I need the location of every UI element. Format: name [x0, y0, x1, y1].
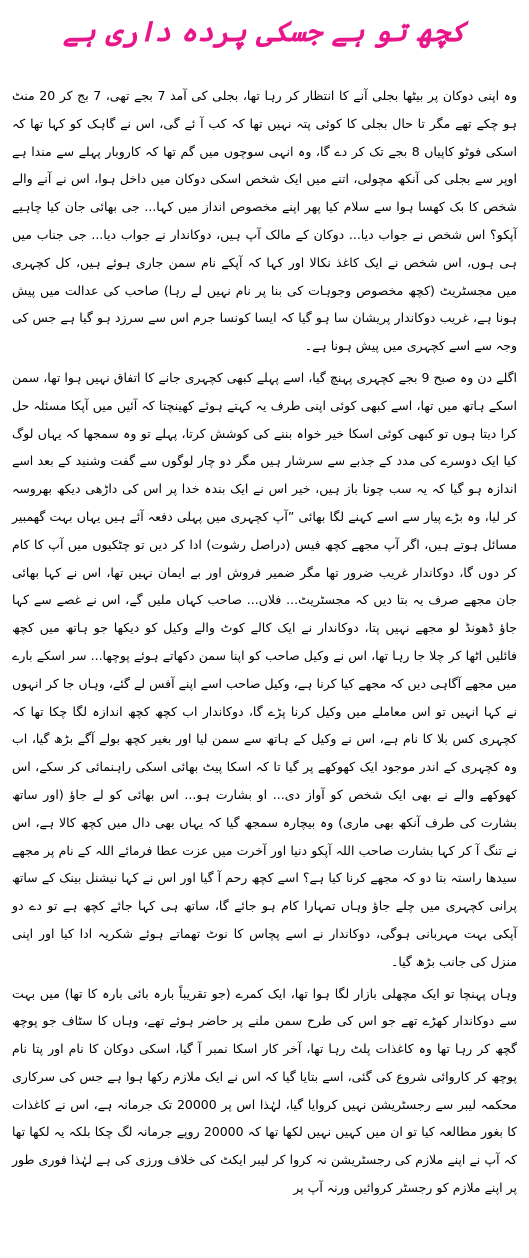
article-paragraph-2: اگلے دن وہ صبح 9 بجے کچہری پہنچ گیا، اسے پہلے کبھی کچہری جانے کا اتفاق نہیں ہوا تھا، سمن اسکے ہاتھ میں تھا، اسے کبھی کوئی اپنی طرف یہ کہتے ہوئے کھینچتا کہ آئیں میں آپکا مسئلہ حل کرا دیتا ہوں تو کبھی کوئی اسکا خیر خواہ بننے کی کوشش کرتا، پہلے تو وہ سمجھا کہ یہاں لوگ کیا ایک دوسرے کی مدد کے جذبے سے سرشار ہیں مگر دو چار لوگوں سے گفت وشنید کے بعد اسے اندازہ ہو گیا کہ یہ سب چونا باز ہیں، خیر اس نے ایک بندہ خدا پر اس کی داڑھی دیکھ بھروسہ کر لیا، وہ بڑے پیار سے اسے کہنے لگا بھائی ”آپ کچہری میں پہلی دفعہ آئے ہیں یہاں بہت گھمبیر مسائل ہوتے ہیں، اگر آپ مجھے کچھ فیس (دراصل رشوت) ادا کر دیں تو چٹکیوں میں آپ کا کام کر دوں گا، دوکاندار غریب ضرور تھا مگر ضمیر فروش اور بے ایمان نہیں تھا، اس نے کہا بھائی جان مجھے صرف یہ بتا دیں کہ مجسٹریٹ... فلاں... صاحب کہاں ملیں گے، اس نے غصے سے کہا جاؤ ڈھونڈ لو مجھے نہیں پتا، دوکاندار نے ایک کالے کوٹ والے وکیل کو دیکھا جو ہاتھ میں کچھ فائلیں اٹھا کر چلا جا رہا تھا، اس نے وکیل صاحب کو اپنا سمن دکھاتے ہوئے پوچھا... سر اسکے بارے میں مجھے آگاہی دیں کہ مجھے کیا کرنا ہے، وکیل صاحب اسے اپنے آفس لے گئے، وہاں جا کر انہوں نے کہا انہیں تو اس معاملے میں وکیل کرنا پڑے گا، دوکاندار اب کچھ کچھ اندازہ لگا چکا تھا کہ کچہری کس بلا کا نام ہے، اس نے وکیل کے ہاتھ سے سمن لیا اور بغیر کچھ بولے آگے بڑھ گیا، اب وہ کچہری کے اندر موجود ایک کھوکھے پر گیا تا کہ اسکا پیٹ بھائی اسکی راہنمائی کر سکے، اس کھوکھے والے نے بھی ایک شخص کو آواز دی... او بشارت ہو... اس بھائی کو لے جاؤ (اور ساتھ بشارت کی طرف آنکھ بھی ماری) وہ بیچارہ سمجھ گیا کہ یہاں بھی دال میں کچھ کالا ہے، اس نے تنگ آ کر کہا بشارت صاحب اللہ آپکو دنیا اور آخرت میں عزت عطا فرمائے اللہ کے نام پر مجھے سیدھا راستہ بتا دو کہ مجھے کرنا کیا ہے؟ اسے کچھ رحم آ گیا اور اس نے کہا نیشنل بینک کے ساتھ پرانی کچہری میں چلے جاؤ وہاں تمہارا کام ہو جائے گا، ساتھ ہی کہا جائے کچھ ہے تو دے دو آپکی بہت مہربانی ہوگی، دوکاندار نے اسے پچاس کا نوٹ تھماتے ہوئے شکریہ ادا کیا اور اپنی منزل کی جانب بڑھ گیا۔: [12, 369, 518, 969]
article-paragraph-1: وہ اپنی دوکان پر بیٹھا بجلی آنے کا انتظار کر رہا تھا، بجلی کی آمد 7 بجے تھی، 7 بج کر 20 منٹ ہو چکے تھے مگر تا حال بجلی کا کوئی پتہ نہیں تھا کہ کب آ ئے گی، اس نے گاہک کو کہا تھا کہ اسکی فوٹو کاپیاں 8 بجے تک کر دے گا، وہ انہی سوچوں میں گم تھا کہ کاروبار پہلے سے مندا ہے اوپر سے بجلی کی آنکھ مچولی، اتنے میں ایک شخص اسکی دوکان میں داخل ہوا، اس نے آنے والے شخص کا بک کھسا ہوا سے سلام کیا پھر اپنے مخصوص انداز میں کہا... جی بھائی جان کیا چاہیے آپکو؟ اس شخص نے جواب دیا... دوکان کے مالک آپ ہیں، دوکاندار نے جواب دیا... جی جناب میں ہی ہوں، اس شخص نے ایک کاغذ نکالا اور کہا کہ آپکے نام سمن جاری ہوئے ہیں، کل کچہری میں مجسٹریٹ (کچھ مخصوص وجوہات کی بنا پر نام نہیں لے رہا) صاحب کی عدالت میں پیش ہونا ہے، غریب دوکاندار پریشان سا ہو گیا کہ ایسا کونسا جرم اس سے سرزد ہو گیا ہے جس کی وجہ سے اسے کچہری میں پیش ہونا ہے۔: [12, 88, 517, 354]
article-title: کچھ تو ہے جسکی پردہ داری ہے: [62, 15, 467, 48]
article-paragraph-3: وہاں پہنچا تو ایک مچھلی بازار لگا ہوا تھا، ایک کمرے (جو تقریباً بارہ بائی بارہ کا تھا) میں بہت سے دوکاندار کھڑے تھے جو اس کی طرح سمن ملنے پر حاضر ہوئے تھے، وہاں کا سٹاف جو پوچھ گچھ کر رہا تھا وہ کاغذات پلٹ رہا تھا، آخر کار اسکا نمبر آ گیا، اسکی دوکان کا نام اور پتا نام پوچھ کر کاروائی شروع کی گئی، اسے بتایا گیا کہ اس نے ایک ملازم رکھا ہوا ہے جس کی سرکاری محکمہ لیبر سے رجسٹریشن نہیں کروایا گیا، لہٰذا اس پر 20000 تک جرمانہ ہے، اس نے کاغذات کا بغور مطالعہ کیا تو ان میں کہیں نہیں لکھا تھا کہ 20000 روپے جرمانہ لگ چکا بلکہ یہ لکھا تھا کہ آپ نے اپنے ملازم کی رجسٹریشن نہ کروا کر لیبر ایکٹ کی خلاف ورزی کی ہے لہٰذا فوری طور پر اپنے ملازم کو رجسٹر کروائیں ورنہ آپ پر: [12, 985, 517, 1196]
